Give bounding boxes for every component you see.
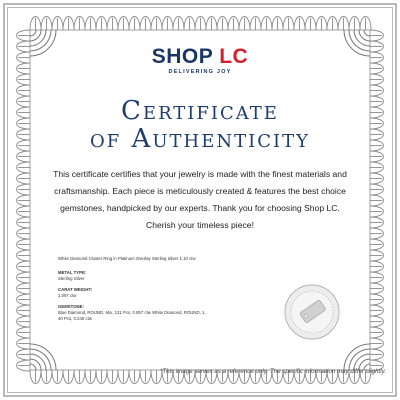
logo-shop-text: SHOP: [151, 45, 213, 68]
metal-type-value: Sterling Silver: [58, 276, 85, 281]
body-line-3: gemstones, handpicked by our experts. Thank you for choosing Shop LC.: [60, 203, 340, 213]
metal-type-group: [58, 270, 308, 282]
gemstone-group: [58, 304, 308, 322]
logo-lc-text: LC: [219, 45, 249, 68]
carat-weight-group: [58, 287, 308, 299]
metal-type-label: METAL TYPE:: [58, 270, 87, 275]
gemstone-value-line1: Blue Diamond, ROUND, Mix, 131 Pcs, 0.857 ctw White Diamond, ROUND, 1,: [58, 310, 206, 315]
body-line-4: Cherish your timeless piece!: [146, 220, 254, 230]
gemstone-label: GEMSTONE:: [58, 304, 84, 309]
certificate-title-line1: Certificate: [121, 96, 279, 126]
carat-weight-label: CARAT WEIGHT:: [58, 287, 93, 292]
body-line-2: craftsmanship. Each piece is meticulously created & features the best choice: [54, 186, 346, 196]
carat-weight-value: 1.097 ctw: [58, 293, 77, 298]
logo-tagline: DELIVERING JOY: [168, 69, 232, 75]
corner-ornament: [364, 30, 370, 36]
corner-ornament: [30, 364, 36, 370]
authenticity-seal-icon: [283, 283, 341, 341]
gemstone-value-line2: 40 Pcs, 0.240 ctw: [58, 316, 92, 321]
product-name: White Diamond Cluster Ring in Platinum Overlay Sterling Silver 1.10 ctw: [58, 256, 196, 261]
certificate-body: [52, 166, 348, 234]
body-line-1: This certificate certifies that your jewelry is made with the finest materials and: [53, 169, 347, 179]
shop-lc-logo: [0, 46, 400, 68]
product-details: [58, 256, 308, 327]
disclaimer-note: *This image serves as a reference only. The specific information may differ slightly.: [159, 368, 386, 375]
certificate-title-line2: of Authenticity: [90, 124, 310, 154]
corner-ornament: [30, 30, 36, 36]
